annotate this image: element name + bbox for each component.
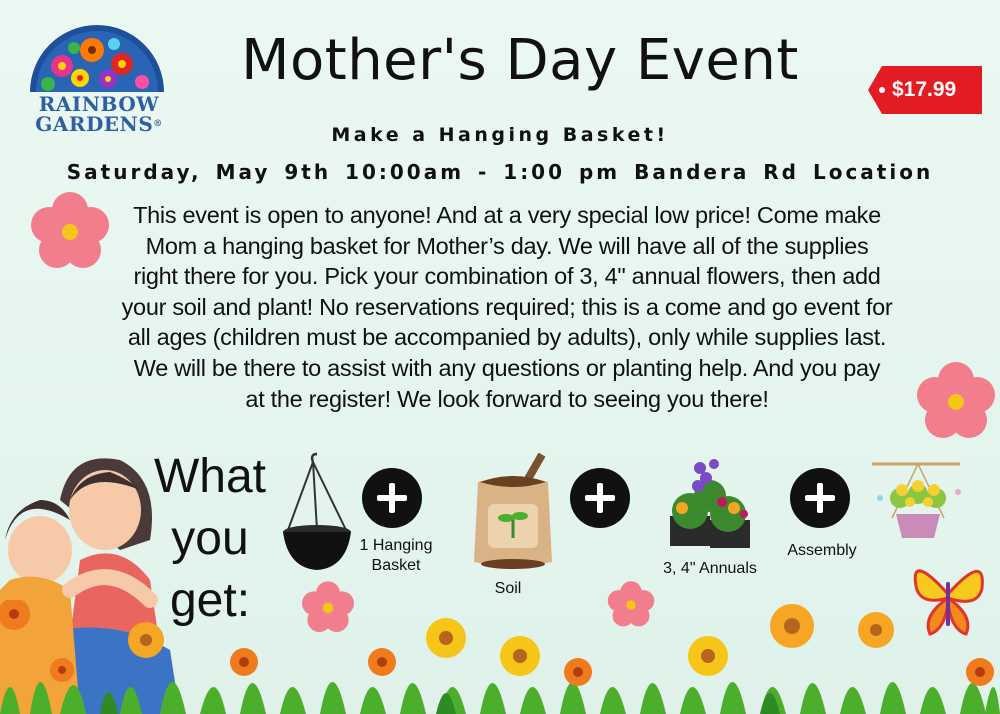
logo-mark: ® [153, 119, 163, 129]
you-word: you [171, 512, 249, 565]
soil-bag-icon [468, 452, 558, 572]
description-line: your soil and plant! No reservations required; this is a come and go event for [121, 293, 893, 320]
flower-basket-icon [870, 458, 966, 544]
description-line: This event is open to anyone! And at a very special low price! Come make [133, 202, 881, 228]
event-description [92, 200, 922, 414]
pink-flower-icon [914, 360, 998, 444]
logo-line1: RAINBOW [38, 92, 160, 116]
description-line: right there for you. Pick your combination of 3, 4" annual flowers, then add [133, 263, 881, 290]
description-line: Mom a hanging basket for Mother’s day. We will have all of the supplies [145, 232, 869, 259]
page-title: Mother's Day Event [241, 28, 799, 93]
item-label-annuals: 3, 4" Annuals [663, 560, 757, 577]
price-label: $17.99 [892, 78, 957, 101]
item-label-soil: Soil [494, 580, 522, 597]
description-line: We will be there to assist with any questions or planting help. And you pay [133, 354, 881, 381]
pink-flower-icon [28, 190, 112, 274]
annual-flowers-icon [660, 456, 760, 556]
logo-line2-text: GARDENS [35, 112, 154, 136]
plus-icon [362, 468, 422, 528]
plus-icon [790, 468, 850, 528]
flower-border-illustration [0, 600, 1000, 714]
get-word: get: [169, 574, 251, 627]
description-line: all ages (children must be accompanied by adults), only while supplies last. [127, 324, 887, 351]
item-label-assembly: Assembly [787, 542, 857, 559]
subtitle: Make a Hanging Basket! [331, 124, 669, 146]
item-label-basket [340, 536, 452, 576]
basket-label-line2: Basket [371, 557, 421, 574]
event-dateline: Saturday, May 9th 10:00am - 1:00 pm Bandera Rd Location [66, 160, 934, 184]
plus-icon [570, 468, 630, 528]
description-line: at the register! We look forward to seeing you there! [245, 385, 769, 412]
what-word: What [153, 450, 267, 503]
basket-label-line1: 1 Hanging [359, 537, 433, 554]
